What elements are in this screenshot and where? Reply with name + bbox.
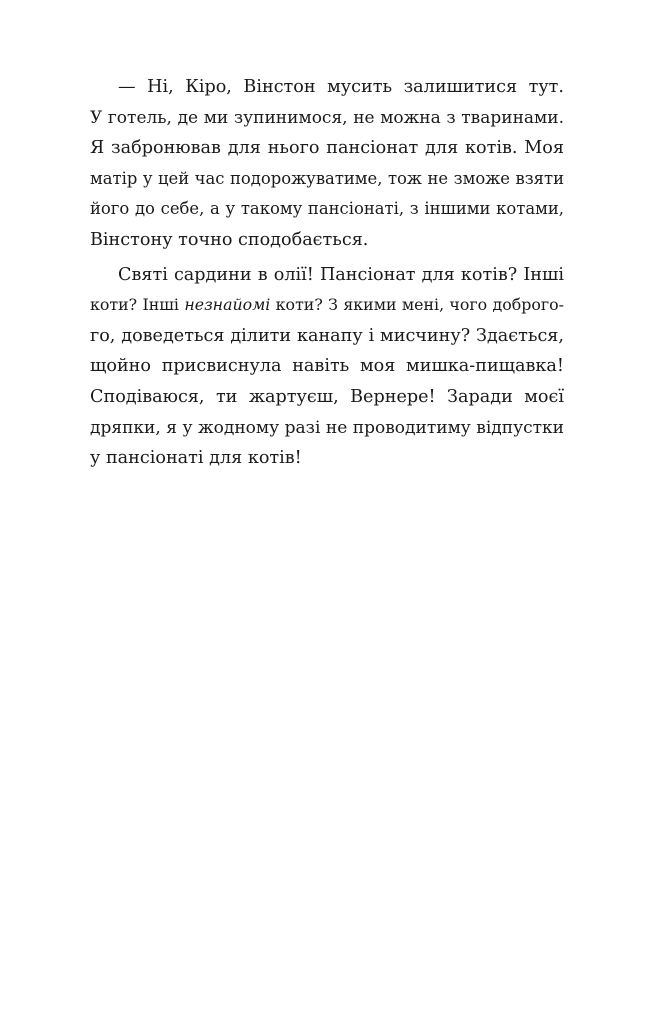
text-line: Святі сардини в олії! Пансіонат для котів? Інші [118,264,564,285]
italic-word: незнайомі [184,295,271,315]
text-line: Сподіваюся, ти жартуєш, Вернере! Заради моєї [90,386,564,407]
text-line: щойно присвиснула навіть моя мишка-пищавка! [90,356,564,377]
text-line: го, доведеться ділити канапу і мисчину? Здається, [90,325,564,346]
book-page [90,72,564,474]
text-line-with-italic [90,290,564,321]
text-line: матір у цей час подорожуватиме, тож не зможе взяти [90,168,564,188]
paragraph-1 [90,72,564,256]
text-segment: коти? З якими мені, чого доброго- [270,295,565,315]
text-line: його до себе, а у такому пансіонаті, з іншими котами, [90,199,564,219]
text-line: у пансіонаті для котів! [90,448,302,469]
text-segment: коти? Інші [90,295,185,315]
text-line: — Ні, Кіро, Вінстон мусить залишитися тут. [118,77,564,97]
text-line: Я забронював для нього пансіонат для котів. Моя [90,138,564,159]
text-line: У готель, де ми зупинимося, не можна з тваринами. [90,107,564,128]
paragraph-2 [90,260,564,474]
text-line: Вінстону точно сподобається. [90,229,369,250]
text-line: дряпки, я у жодному разі не проводитиму відпустки [90,417,564,438]
